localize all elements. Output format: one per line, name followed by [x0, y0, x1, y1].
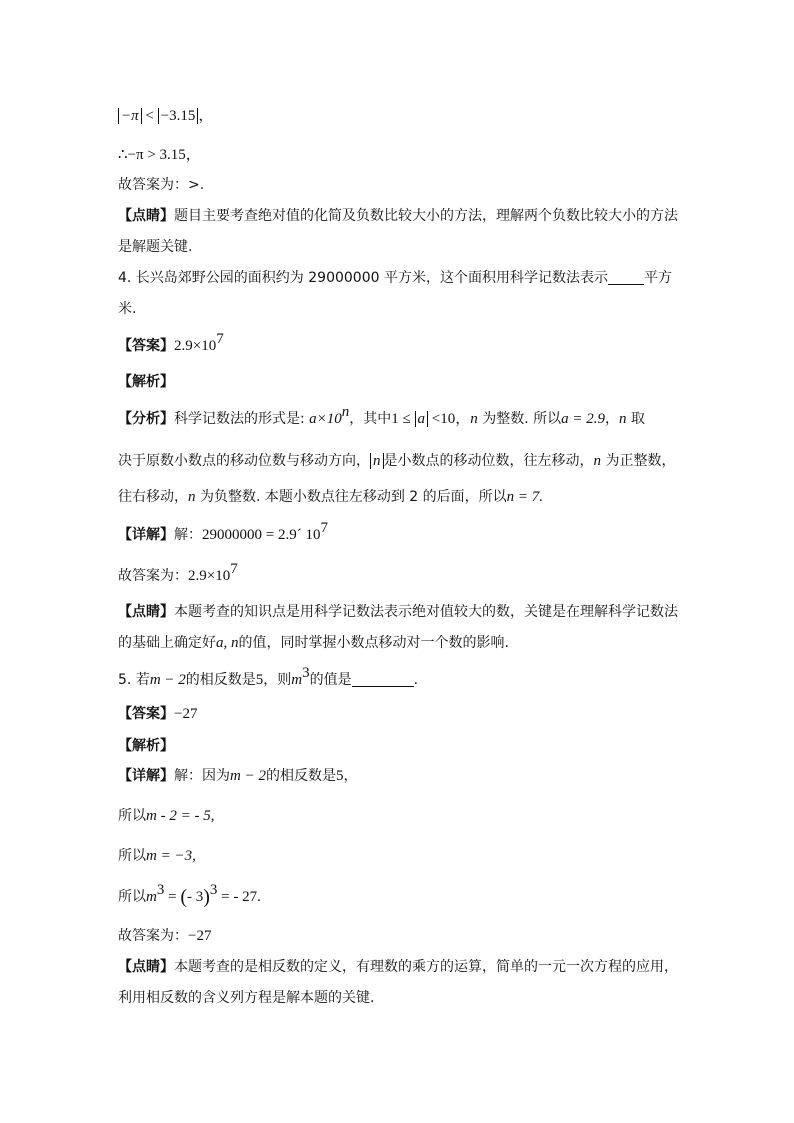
q4-answer-blank [608, 270, 644, 285]
dianjing-text: 本题考查的知识点是用科学记数法表示绝对值较大的数，关键是在理解科学记数法 [174, 604, 678, 620]
q5-step3-inner: - 3 [186, 889, 204, 905]
right-paren: ) [203, 886, 210, 908]
var-n: n [470, 411, 478, 427]
q5-xiangjie-five: 5 [335, 768, 344, 784]
fenxi-text: 决于原数小数点的移动位数与移动方向， [118, 453, 370, 469]
q5-step3-result: = - 27. [217, 889, 261, 905]
q4-stem-line-1 [118, 268, 672, 288]
answer-tag: 【答案】 [118, 338, 174, 354]
fenxi-text: 是小数点的移动位数，往左移动， [383, 453, 594, 469]
q5-step2-expr: m = −3, [146, 848, 196, 864]
step-label: 所以 [118, 889, 146, 905]
q4-stem: 4. 长兴岛郊野公园的面积约为 29000000 平方米，这个面积用科学记数法表示 [118, 270, 608, 286]
answer-tag: 【答案】 [118, 706, 174, 722]
ex3-conclusion: −π > 3.15 [127, 147, 186, 163]
dianjing-text: 题目主要考查绝对值的化简及负数比较大小的方法，理解两个负数比较大小的方法 [174, 208, 678, 224]
jiexi-tag: 【解析】 [118, 374, 174, 390]
q4-stem-line-2: 米. [118, 301, 137, 317]
q4-fenxi-line-2 [118, 451, 675, 471]
fenxi-text: 为正整数， [601, 453, 676, 469]
q5-step3-outer-exp: 3 [209, 882, 218, 898]
q5-answer-value: −27 [174, 706, 198, 722]
q5-dianjing-line-1 [118, 957, 678, 977]
q4-xiangjie-line [118, 520, 328, 545]
q5-dianjing-line-2: 利用相反数的含义列方程是解本题的关键. [118, 990, 375, 1006]
final-answer-label: 故答案为： [118, 928, 188, 944]
var-n: n [593, 453, 601, 469]
range-lower: 1 ≤ [391, 411, 415, 427]
abs-a: a [415, 411, 429, 427]
q5-stem-m-exp: 3 [302, 665, 310, 681]
q5-final-value: −27 [188, 928, 212, 944]
abs-neg-315: −3.15 [158, 108, 199, 124]
xiangjie-text: 解：因为 [174, 768, 230, 784]
q5-jiexi-line [118, 736, 174, 756]
sci-notation-form: a×10 [309, 411, 342, 427]
q5-stem-m: m [291, 672, 303, 688]
q4-fenxi-line-3 [118, 487, 543, 507]
q5-step3-m: m [146, 889, 157, 905]
dianjing-tag: 【点睛】 [118, 959, 174, 975]
q5-stem: ，则 [263, 672, 292, 688]
comma: ， [198, 108, 214, 124]
xiangjie-text: ， [343, 768, 358, 784]
q4-final-value: 2.9×10 [188, 568, 231, 584]
final-answer-label: 故答案为： [118, 568, 188, 584]
fenxi-text: 往右移动， [118, 489, 188, 505]
sci-notation-exp: n [341, 404, 350, 420]
fenxi-text: 为负整数. 本题小数点往左移动到 2 的后面，所以 [195, 489, 507, 505]
q5-step1-expr: m - 2 = - 5, [146, 808, 215, 824]
fenxi-text: ，其中 [349, 411, 392, 427]
q5-xiangjie-line [118, 766, 357, 786]
ex3-inequality-line [118, 106, 213, 126]
q5-step-1 [118, 806, 214, 826]
xiangjie-text: 解： [174, 527, 202, 543]
q4-stem-unit: 平方 [643, 270, 672, 286]
q5-step-3 [118, 882, 261, 908]
q5-xiangjie-expr: m − 2 [230, 768, 266, 784]
q5-step3-m-exp: 3 [156, 882, 165, 898]
q5-answer-line [118, 704, 197, 724]
vars-a-n: a, n [216, 635, 239, 651]
fenxi-text: 取 [626, 411, 645, 427]
q4-final-answer-line [118, 561, 238, 586]
fenxi-text: ， [604, 411, 619, 427]
step-label: 所以 [118, 808, 146, 824]
q5-step3-eq: = [164, 889, 181, 905]
q5-final-answer-line [118, 926, 211, 946]
fenxi-text: 科学记数法的形式是: [174, 411, 305, 427]
q4-fenxi-line-1 [118, 404, 645, 429]
q5-stem-five: 5 [255, 672, 264, 688]
jiexi-tag: 【解析】 [118, 738, 174, 754]
q5-stem-line [118, 665, 419, 690]
q5-stem: 5. 若 [118, 672, 150, 688]
q5-stem: 的值是 [309, 672, 352, 688]
q4-xiangjie-expr: 29000000 = 2.9´ 10 [202, 527, 321, 543]
step-label: 所以 [118, 848, 146, 864]
q4-dianjing-line-2 [118, 633, 509, 653]
q5-stem: 的相反数是 [185, 672, 256, 688]
a-value: a = 2.9 [561, 411, 605, 427]
comma: ， [185, 147, 201, 163]
q5-stem-expr: m − 2 [149, 672, 186, 688]
xiangjie-tag: 【详解】 [118, 527, 174, 543]
q4-answer-exponent: 7 [216, 331, 224, 347]
q4-answer-value: 2.9×10 [174, 338, 217, 354]
xiangjie-tag: 【详解】 [118, 768, 174, 784]
q4-jiexi-line [118, 372, 174, 392]
ex3-dianjing-line-2: 是解题关键. [118, 239, 193, 255]
fenxi-text: 为整数. 所以 [477, 411, 562, 427]
ex3-dianjing-line-1 [118, 206, 678, 226]
q5-stem: . [413, 672, 419, 688]
ex3-therefore-line [118, 145, 201, 165]
abs-neg-pi: −π [118, 108, 142, 124]
q4-answer-line [118, 331, 224, 356]
fenxi-tag: 【分析】 [118, 411, 174, 427]
xiangjie-text: 的相反数是 [265, 768, 336, 784]
dianjing-tag: 【点睛】 [118, 208, 174, 224]
dianjing-tag: 【点睛】 [118, 604, 174, 620]
dianjing-text: 本题考查的是相反数的定义，有理数的乘方的运算，简单的一元一次方程的应用， [174, 959, 678, 975]
less-than: < [141, 108, 158, 124]
left-paren: ( [180, 886, 187, 908]
q5-step-2 [118, 846, 196, 866]
dianjing-text: 的值，同时掌握小数点移动对一个数的影响. [238, 635, 509, 651]
q4-dianjing-line-1 [118, 602, 678, 622]
abs-n: n [370, 453, 384, 469]
ex3-answer-line: 故答案为：>. [118, 177, 205, 193]
var-n: n [188, 489, 196, 505]
q5-answer-blank [352, 672, 414, 687]
var-n: n [618, 411, 627, 427]
dianjing-text: 的基础上确定好 [118, 635, 216, 651]
q4-xiangjie-exp: 7 [320, 520, 328, 536]
range-upper: <10， [428, 411, 471, 427]
q4-final-exp: 7 [230, 561, 238, 577]
n-equals-7: n = 7. [506, 489, 544, 505]
therefore-symbol: ∴ [118, 147, 128, 163]
